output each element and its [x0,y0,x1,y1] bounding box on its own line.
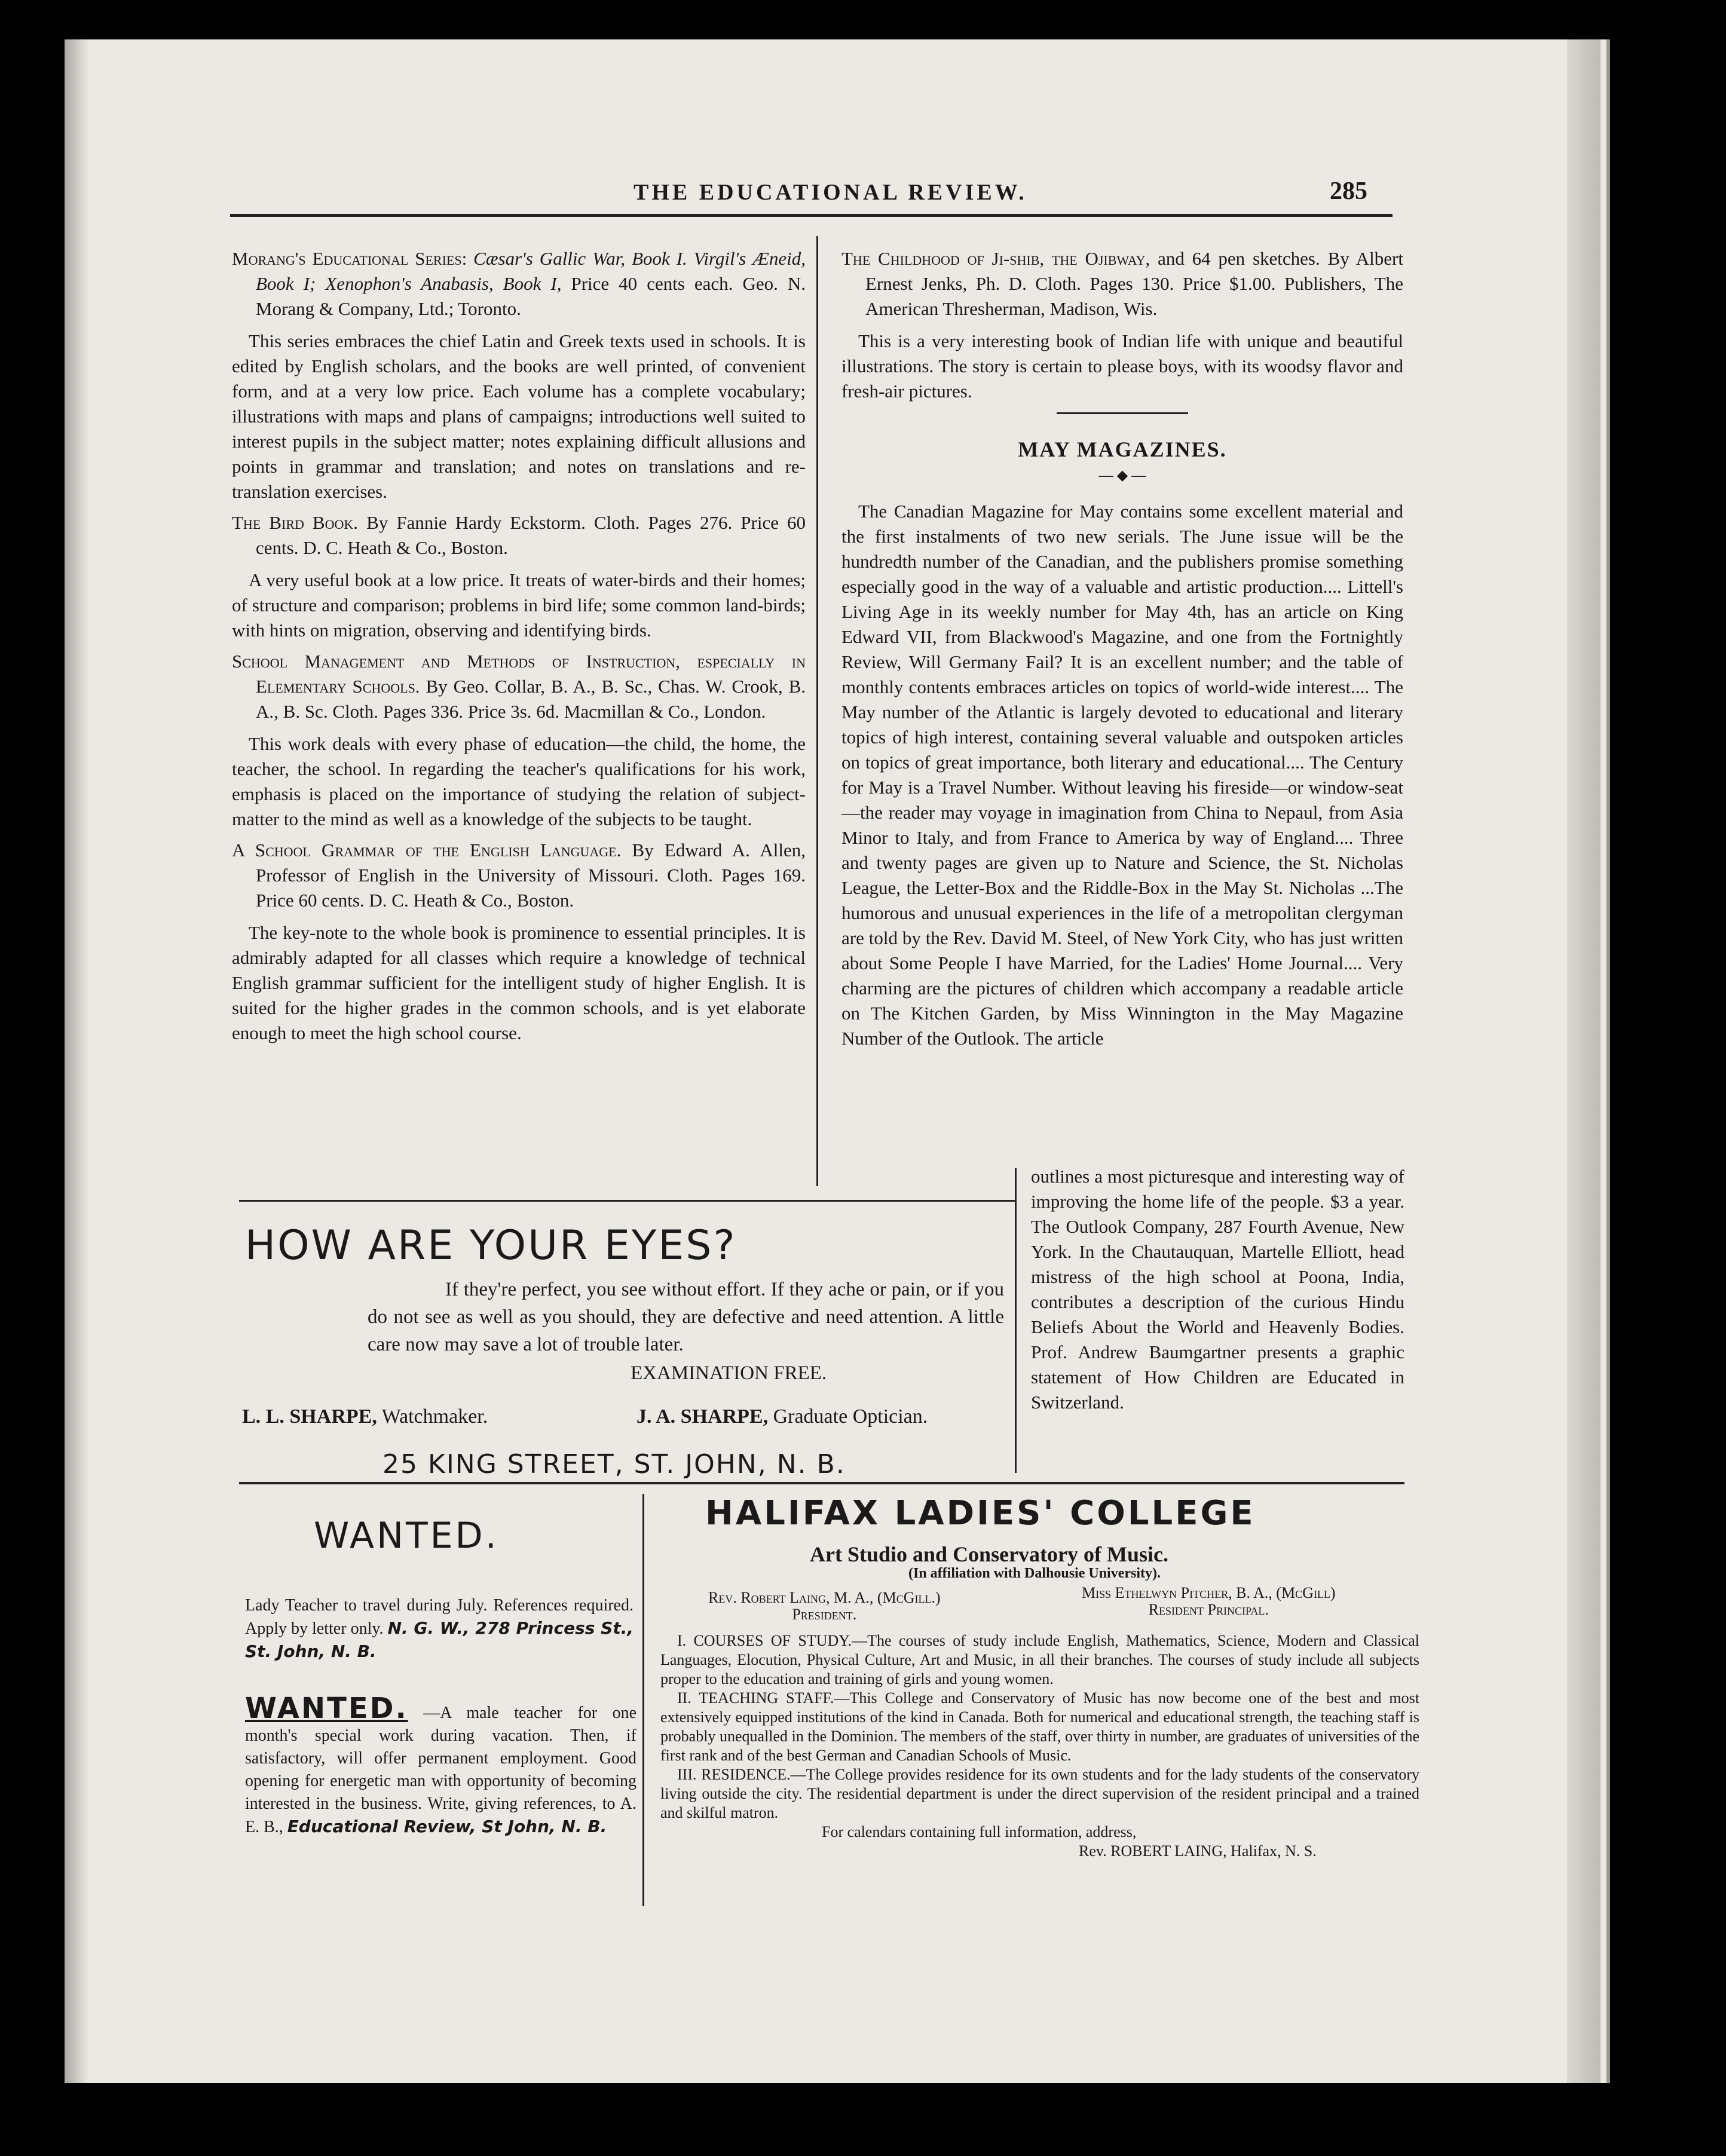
president-title: President. [792,1606,857,1623]
wanted-ad-2-body: —A male teacher for one month's special work during vacation. Then, if satisfactory, will offer permanent employment. Good opening for energetic man with opportunity of becoming interested in the business. Write, giving references, to A. E. B., [245,1704,637,1836]
eyes-ad-address: 25 KING STREET, ST. JOHN, N. B. [382,1449,846,1480]
sharpe-watchmaker-name: L. L. SHARPE, [242,1405,377,1428]
entry-body: This is a very interesting book of Indian life with unique and beautiful illustrations. The story is certain to please boys, with its woodsy flavor and fresh-air pictures. [841,330,1403,402]
wanted-ad-2-headline: WANTED. [245,1692,408,1725]
entry-body: A very useful book at a low price. It treats of water-birds and their homes; of structure and comparison; problems in bird life; some common land-birds; with hints on migration, observing and identifying birds. [232,569,806,641]
entry-body: The key-note to the whole book is prominence to essential principles. It is admirably adapted for all classes which require a knowledge of technical English grammar sufficient for the intelligent study of higher English. It is suited for the higher grades in the common schools, and is yet elaborate enough to meet the high school course. [232,922,806,1043]
principal-name: Miss Ethelwyn Pitcher, B. A., (McGill) [1082,1584,1336,1601]
entry-title: The Childhood of Ji-shib, the Ojibway, [841,248,1150,269]
sharpe-watchmaker-role: Watchmaker. [381,1405,488,1428]
review-entry-bird-book [232,510,806,561]
wanted-ad-1 [245,1594,634,1664]
halifax-ad-affiliation: (In affiliation with Dalhousie University). [908,1566,1161,1581]
wanted-ad-2 [245,1692,637,1839]
review-entry-ji-shib [841,246,1403,321]
wanted-ad-2-address: Educational Review, St John, N. B. [287,1817,607,1836]
review-entry-school-grammar [232,838,806,913]
entry-italic: Cæsar's Gallic War, Book I. Virgil's Æneid, Book I; Xenophon's Anabasis, Book I, [256,248,806,294]
wanted-ad-1-headline: WANTED. [314,1515,499,1557]
gutter-shadow [65,39,88,2083]
section-rule [1057,412,1188,414]
entry-details: and 64 pen sketches. By Albert Ernest Jenks, Ph. D. Cloth. Pages 130. Price $1.00. Publishers, The American Thresherman, Madison, Wis. [865,248,1403,319]
wanted-ad-1-body: Lady Teacher to travel during July. References required. Apply by letter only. [245,1596,634,1638]
wanted-ad-1-address: N. G. W., 278 Princess St., St. John, N. B. [245,1618,634,1661]
president-name: Rev. Robert Laing, M. A., (McGill.) [708,1589,941,1606]
entry-details: By Edward A. Allen, Professor of English in the University of Missouri. Cloth. Pages 169. Price 60 cents. D. C. Heath & Co., Boston. [256,840,806,911]
halifax-ad-headline: HALIFAX LADIES' COLLEGE [705,1494,1256,1533]
page-number: 285 [1330,177,1367,205]
eyes-ad-body: If they're perfect, you see without effort. If they ache or pain, or if you do not see as well as you should, they are defective and need attention. A little care now may save a lot of trouble later. [368,1279,1004,1355]
magazines-continued [1031,1164,1404,1415]
sharpe-optician-role: Graduate Optician. [773,1405,928,1428]
entry-title: The Bird Book. [232,512,359,533]
right-column [841,246,1403,1057]
scan-edge [1567,39,1600,2083]
column-divider [816,236,818,1186]
ad-divider [1015,1168,1017,1473]
halifax-residence: III. RESIDENCE.—The College provides residence for its own students and for the lady students of the conservatory living outside the city. The residential department is under the direct supervision of the resident principal and a trained and skilful matron. [660,1766,1419,1821]
sharpe-optician-name: J. A. SHARPE, [636,1405,769,1428]
halifax-ad-president [708,1590,941,1623]
eyes-ad-headline: HOW ARE YOUR EYES? [245,1222,737,1269]
entry-details: By Geo. Collar, B. A., B. Sc., Chas. W. Crook, B. A., B. Sc. Cloth. Pages 336. Price 3s. 6d. Macmillan & Co., London. [256,676,806,722]
halifax-ad-principal [1082,1585,1336,1618]
entry-body: This work deals with every phase of education—the child, the home, the teacher, the school. In regarding the teacher's qualifications for his work, emphasis is placed on the importance of studying the relation of subject-matter to the mind as well as a knowledge of the subjects to be taught. [232,733,806,829]
magazines-body: The Canadian Magazine for May contains some excellent material and the first instalments of two new serials. The June issue will be the hundredth number of the Canadian, and the publishers promise something especially good in the way of a valuable and artistic production.... Littell's Living Age in its weekly number for May 4th, has an article on King Edward VII, from Blackwood's Magazine, and one from the Fortnightly Review, Will Germany Fail? It is an excellent number; and the table of monthly contents embraces articles on topics of world-wide interest.... The May number of the Atlantic is largely devoted to educational and literary topics of high interest, containing several valuable and outspoken articles on topics of great importance, both literary and educational.... The Century for May is a Travel Number. Without leaving his fireside—or window-seat—the reader may voyage in imagination from China to Nepaul, from Asia Minor to Italy, and from France to America by way of England.... Three and twenty pages are given up to Nature and Science, the St. Nicholas League, the Letter-Box and the Riddle-Box in the May St. Nicholas ...The humorous and unusual experiences in the life of a metropolitan clergyman are told by the Rev. David M. Steel, of New York City, who has just written about Some People I have Married, for the Ladies' Home Journal.... Very charming are the pictures of children which accompany a readable article on The Kitchen Garden, by Miss Winnington in the May Magazine Number of the Outlook. The article [841,501,1403,1049]
running-title: THE EDUCATIONAL REVIEW. [634,180,1027,205]
eyes-ad-exam: EXAMINATION FREE. [631,1362,827,1384]
left-column [232,246,806,1052]
halifax-calendars: For calendars containing full information, address, [822,1823,1137,1840]
ornament: — ◆ — [1098,468,1146,483]
review-entry-school-management [232,649,806,724]
halifax-contact: Rev. ROBERT LAING, Halifax, N. S. [1079,1842,1317,1860]
header-rule [230,214,1393,217]
halifax-ad-subheading: Art Studio and Conservatory of Music. [810,1542,1168,1566]
halifax-courses: I. COURSES OF STUDY.—The courses of study include English, Mathematics, Science, Modern and Classical Languages, Elocution, Physical Culture, Art and Music, in all their branches. The courses of study include all subjects proper to the education and training of girls and young women. [660,1632,1419,1688]
entry-title: A School Grammar of the English Language. [232,840,622,860]
entry-details: By Fannie Hardy Eckstorm. Cloth. Pages 276. Price 60 cents. D. C. Heath & Co., Boston. [256,512,806,558]
magazines-heading: MAY MAGAZINES. [1018,437,1227,461]
bottom-ads-rule [239,1482,1404,1484]
entry-body: This series embraces the chief Latin and Greek texts used in schools. It is edited by English scholars, and the books are well printed, of convenient form, and at a very low price. Each volume has a complete vocabulary; illustrations with maps and plans of campaigns; introductions well suited to interest pupils in the subject matter; notes explaining difficult allusions and points in grammar and translation; and notes on translations and re-translation exercises. [232,330,806,502]
review-entry-morang [232,246,806,321]
entry-details: Price 40 cents each. Geo. N. Morang & Company, Ltd.; Toronto. [256,273,806,319]
bottom-ads-divider [642,1494,644,1906]
magazines-cont-text: outlines a most picturesque and interesting way of improving the home life of the people. $3 a year. The Outlook Company, 287 Fourth Avenue, New York. In the Chautauquan, Martelle Elliott, head mistress of the high school at Poona, India, contributes a description of the curious Hindu Beliefs About the World and Heavenly Bodies. Prof. Andrew Baumgartner presents a graphic statement of How Children are Educated in Switzerland. [1031,1166,1404,1413]
entry-title: Morang's Educational Series: [232,248,467,269]
eyes-ad-watchmaker [242,1405,488,1428]
halifax-staff: II. TEACHING STAFF.—This College and Conservatory of Music has now become one of the best and most extensively equipped institutions of the kind in Canada. Both for numerical and educational strength, the teaching staff is probably unequalled in the Dominion. The members of the staff, over thirty in number, are graduates of universities of the first rank and of the best German and Canadian Schools of Music. [660,1689,1419,1764]
entry-title: School Management and Methods of Instruction, especially in Elementary Schools. [232,651,806,697]
ad-top-rule [239,1200,1015,1202]
halifax-ad-body [660,1631,1419,1861]
eyes-ad-optician [636,1405,928,1428]
principal-title: Resident Principal. [1148,1601,1269,1618]
